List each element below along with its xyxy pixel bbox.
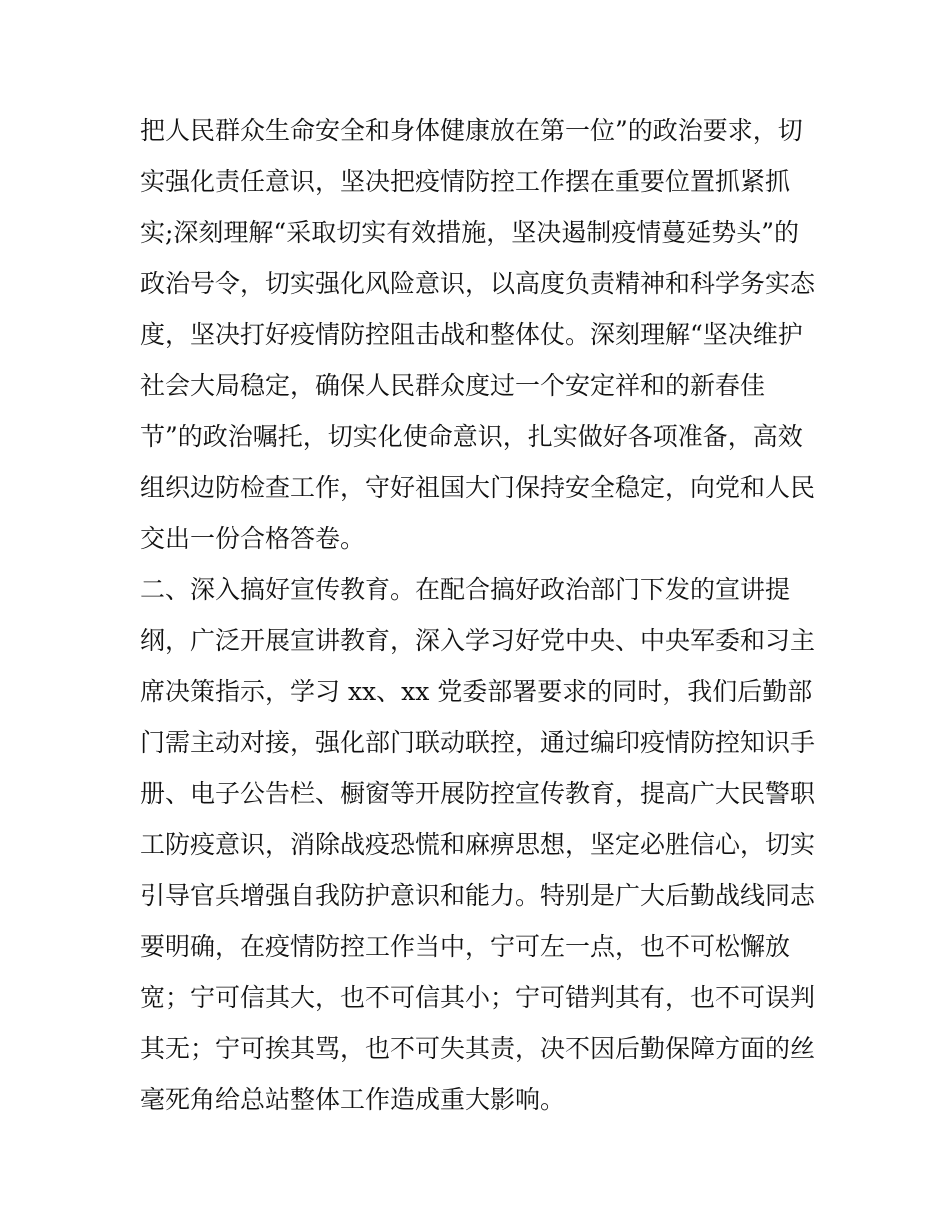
text-line: 组织边防检查工作，守好祖国大门保持安全稳定，向党和人民 — [140, 473, 816, 502]
text-line: 节”的政治嘱托，切实化使命意识，扎实做好各项准备，高效 — [140, 422, 803, 451]
text-line: 毫死角给总站整体工作造成重大影响。 — [140, 1085, 566, 1114]
document-body — [140, 105, 830, 1125]
text-line: 社会大局稳定，确保人民群众度过一个安定祥和的新春佳 — [140, 371, 766, 400]
text-line: 其无；宁可挨其骂，也不可失其责，决不因后勤保障方面的丝 — [140, 1034, 816, 1063]
text-line: 实强化责任意识，坚决把疫情防控工作摆在重要位置抓紧抓 — [140, 167, 791, 196]
text-line: 要明确，在疫情防控工作当中，宁可左一点，也不可松懈放 — [140, 932, 791, 961]
text-line: 门需主动对接，强化部门联动联控，通过编印疫情防控知识手 — [140, 728, 816, 757]
text-line: 宽；宁可信其大，也不可信其小；宁可错判其有，也不可误判 — [140, 983, 816, 1012]
text-line: 交出一份合格答卷。 — [140, 524, 366, 553]
text-line: 册、电子公告栏、橱窗等开展防控宣传教育，提高广大民警职 — [140, 779, 816, 808]
text-line: 政治号令，切实强化风险意识，以高度负责精神和科学务实态 — [140, 269, 816, 298]
text-line: 工防疫意识，消除战疫恐慌和麻痹思想，坚定必胜信心，切实 — [140, 830, 816, 859]
text-line: 把人民群众生命安全和身体健康放在第一位”的政治要求，切 — [140, 116, 803, 145]
text-line: 纲，广泛开展宣讲教育，深入学习好党中央、中央军委和习主 — [140, 626, 816, 655]
text-line: 引导官兵增强自我防护意识和能力。特别是广大后勤战线同志 — [140, 881, 816, 910]
text-line: 度，坚决打好疫情防控阻击战和整体仗。深刻理解“坚决维护 — [140, 320, 803, 349]
text-line: 席决策指示，学习 xx、xx 党委部署要求的同时，我们后勤部 — [140, 677, 813, 706]
text-line: 实;深刻理解“采取切实有效措施，坚决遏制疫情蔓延势头”的 — [140, 218, 799, 247]
section-heading-line: 二、深入搞好宣传教育。在配合搞好政治部门下发的宣讲提 — [140, 575, 791, 604]
